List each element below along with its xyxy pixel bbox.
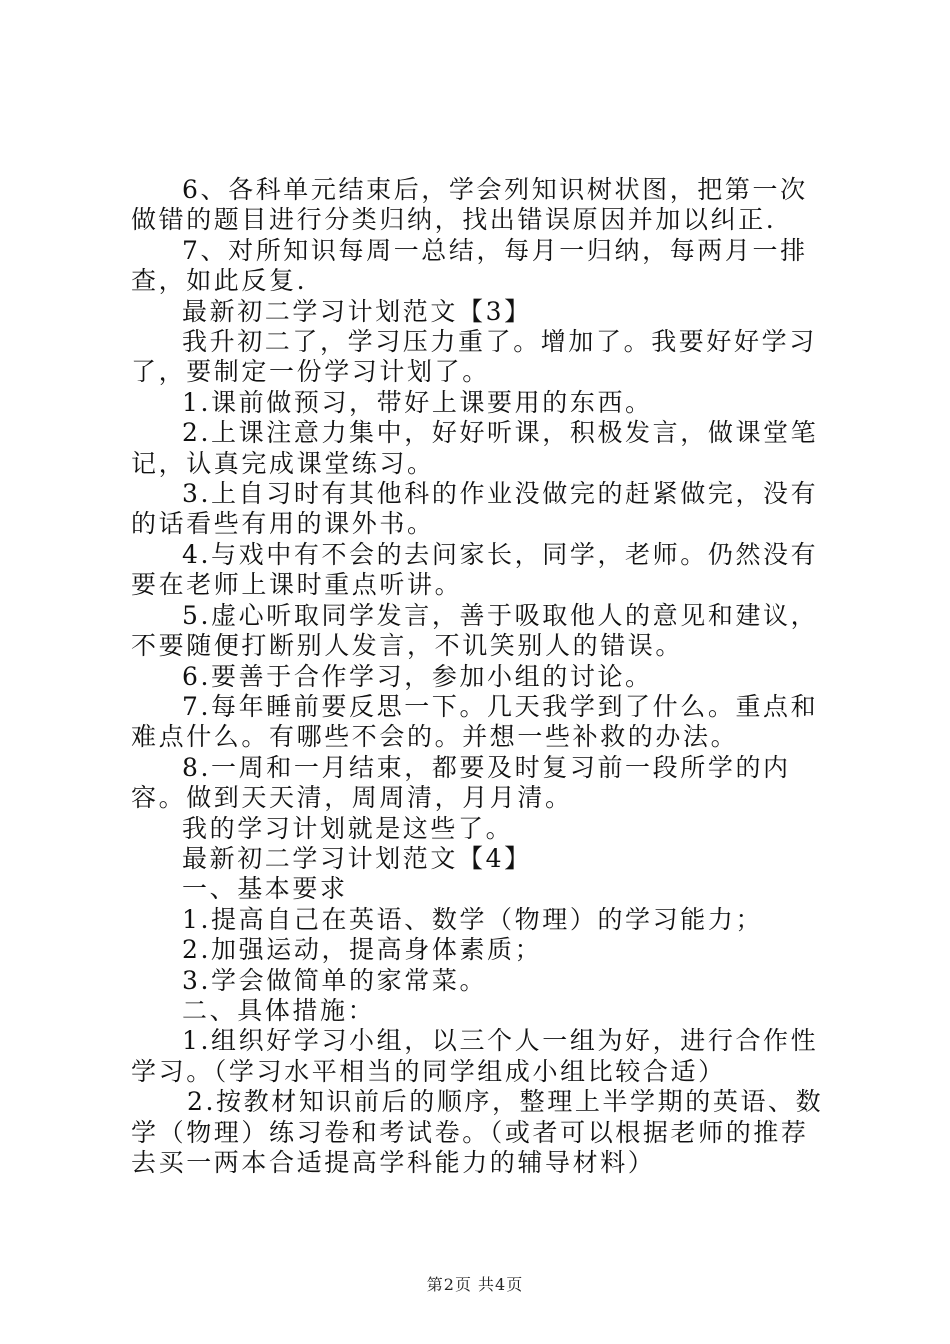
section-heading-4: 最新初二学习计划范文【4】 bbox=[182, 843, 532, 873]
paragraph-item-6: 6、各科单元结束后，学会列知识树状图，把第一次做错的题目进行分类归纳，找出错误原因并加以纠正. bbox=[131, 175, 808, 235]
measure-item-2: 2.按教材知识前后的顺序，整理上半学期的英语、数学（物理）练习卷和考试卷。（或者可以根据老师的推荐去买一两本合适提高学科能力的辅导材料） bbox=[131, 1087, 824, 1177]
document-body bbox=[131, 175, 833, 1178]
requirement-item-1: 1.提高自己在英语、数学（物理）的学习能力； bbox=[182, 904, 764, 934]
plan-item-8: 8.一周和一月结束，都要及时复习前一段所学的内容。做到天天清，周周清，月月清。 bbox=[131, 752, 791, 813]
plan-item-6: 6.要善于合作学习，参加小组的讨论。 bbox=[182, 661, 653, 691]
measure-item-1: 1.组织好学习小组，以三个人一组为好，进行合作性学习。（学习水平相当的同学组成小组比较合适） bbox=[131, 1026, 819, 1086]
plan-item-5: 5.虚心听取同学发言，善于吸取他人的意见和建议，不要随便打断别人发言，不讥笑别人的错误。 bbox=[131, 600, 819, 661]
subheading-specific-measures: 二、具体措施： bbox=[182, 995, 376, 1025]
requirement-item-2: 2.加强运动，提高身体素质； bbox=[182, 935, 543, 965]
paragraph-item-7: 7、对所知识每周一总结，每月一归纳，每两月一排查，如此反复. bbox=[131, 235, 808, 296]
plan-item-3: 3.上自习时有其他科的作业没做完的赶紧做完，没有的话看些有用的课外书。 bbox=[131, 479, 819, 539]
plan-item-7: 7.每年睡前要反思一下。几天我学到了什么。重点和难点什么。有哪些不会的。并想一些补救的办法。 bbox=[131, 691, 819, 752]
plan-item-2: 2.上课注意力集中，好好听课，积极发言，做课堂笔记，认真完成课堂练习。 bbox=[131, 418, 819, 478]
requirement-item-3: 3.学会做简单的家常菜。 bbox=[182, 965, 488, 995]
page-footer: 第2页 共4页 bbox=[426, 1275, 524, 1294]
subheading-basic-requirements: 一、基本要求 bbox=[182, 874, 348, 904]
section-heading-3: 最新初二学习计划范文【3】 bbox=[182, 296, 532, 326]
closing-line: 我的学习计划就是这些了。 bbox=[182, 813, 514, 843]
plan-item-1: 1.课前做预习，带好上课要用的东西。 bbox=[182, 387, 653, 417]
plan-item-4: 4.与戏中有不会的去问家长，同学，老师。仍然没有要在老师上课时重点听讲。 bbox=[131, 539, 819, 600]
intro-paragraph: 我升初二了，学习压力重了。增加了。我要好好学习了，要制定一份学习计划了。 bbox=[131, 327, 817, 387]
